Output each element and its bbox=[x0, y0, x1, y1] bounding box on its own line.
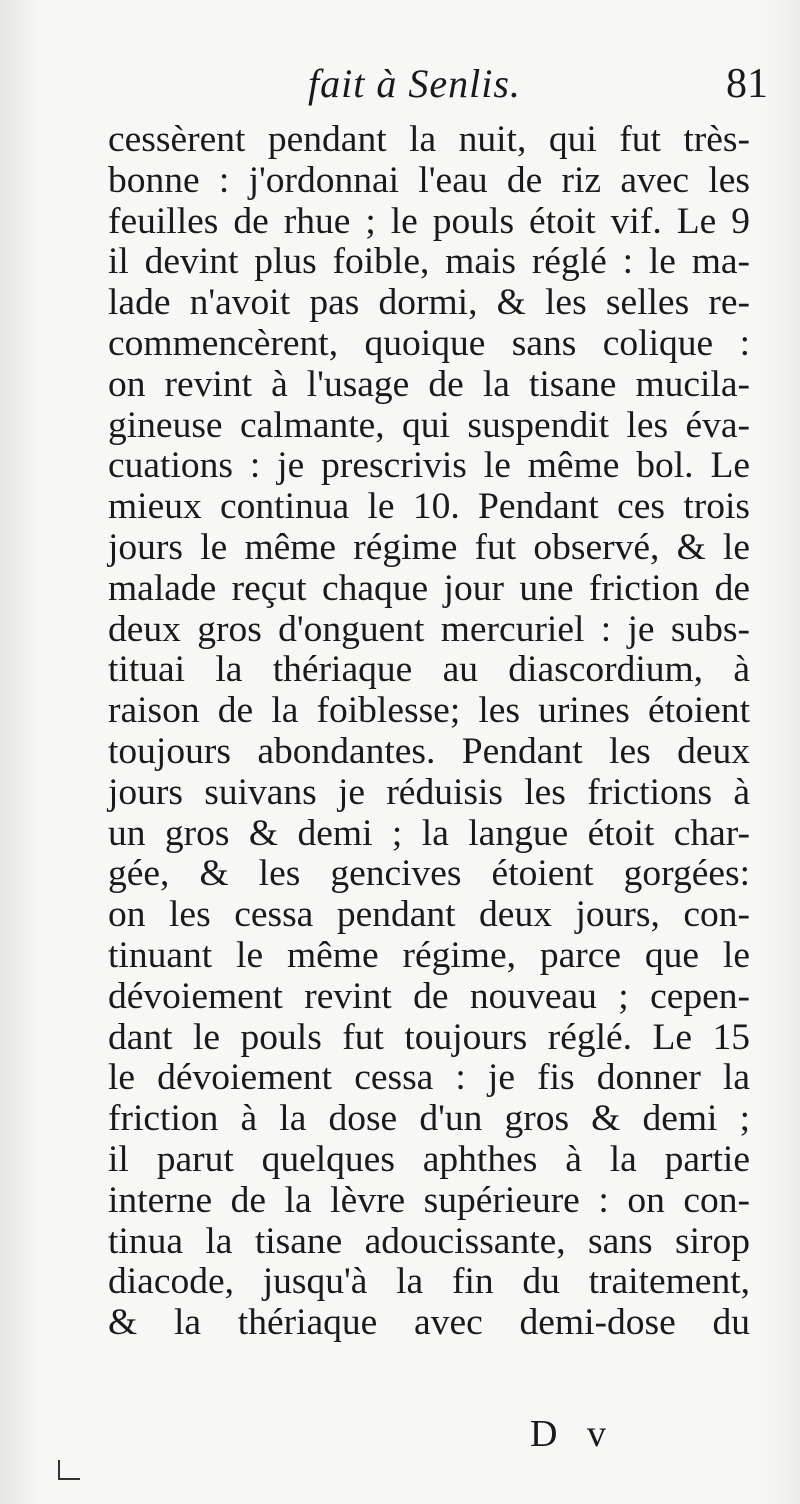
body-text bbox=[108, 120, 750, 1344]
page-header bbox=[108, 60, 768, 120]
text-line: deux gros d'onguent mercuriel : je subs- bbox=[108, 608, 750, 650]
text-line: & la thériaque avec demi-dose du bbox=[108, 1302, 750, 1344]
corner-mark bbox=[58, 1460, 80, 1480]
text-line: tinuant le même régime, parce que le bbox=[108, 934, 750, 976]
text-line: friction à la dose d'un gros & demi ; bbox=[108, 1098, 750, 1140]
text-line: on les cessa pendant deux jours, con- bbox=[108, 894, 750, 936]
signature-mark: D v bbox=[530, 1413, 616, 1455]
page-number: 81 bbox=[726, 61, 768, 107]
text-line: jours le même régime fut observé, & le bbox=[108, 526, 750, 568]
text-line: toujours abondantes. Pendant les deux bbox=[108, 730, 750, 772]
running-head: fait à Senlis. bbox=[308, 61, 521, 106]
text-line: gineuse calmante, qui suspendit les éva- bbox=[108, 404, 750, 446]
text-line: cuations : je prescrivis le même bol. Le bbox=[108, 445, 750, 487]
text-line: tinua la tisane adoucissante, sans sirop bbox=[108, 1220, 750, 1262]
text-line: il parut quelques aphthes à la partie bbox=[108, 1138, 750, 1180]
text-line: jours suivans je réduisis les frictions à bbox=[108, 771, 750, 813]
text-line: commencèrent, quoique sans colique : bbox=[108, 322, 750, 364]
text-line: feuilles de rhue ; le pouls étoit vif. Le 9 bbox=[108, 200, 750, 242]
text-line: le dévoiement cessa : je fis donner la bbox=[108, 1057, 750, 1099]
text-line: il devint plus foible, mais réglé : le ma- bbox=[108, 241, 750, 283]
text-line: lade n'avoit pas dormi, & les selles re- bbox=[108, 282, 750, 324]
text-line: diacode, jusqu'à la fin du traitement, bbox=[108, 1261, 750, 1303]
text-line: on revint à l'usage de la tisane mucila- bbox=[108, 363, 750, 405]
text-line: malade reçut chaque jour une friction de bbox=[108, 567, 750, 609]
text-line: cessèrent pendant la nuit, qui fut très- bbox=[108, 119, 750, 160]
text-line: dévoiement revint de nouveau ; cepen- bbox=[108, 975, 750, 1017]
text-line: bonne : j'ordonnai l'eau de riz avec les bbox=[108, 159, 750, 201]
text-line: interne de la lèvre supérieure : on con- bbox=[108, 1179, 750, 1221]
text-line: tituai la thériaque au diascordium, à bbox=[108, 649, 750, 691]
text-line: gée, & les gencives étoient gorgées: bbox=[108, 853, 750, 895]
text-line: mieux continua le 10. Pendant ces trois bbox=[108, 486, 750, 528]
text-line: raison de la foiblesse; les urines étoient bbox=[108, 690, 750, 732]
text-line: un gros & demi ; la langue étoit char- bbox=[108, 812, 750, 854]
text-line: dant le pouls fut toujours réglé. Le 15 bbox=[108, 1016, 750, 1058]
